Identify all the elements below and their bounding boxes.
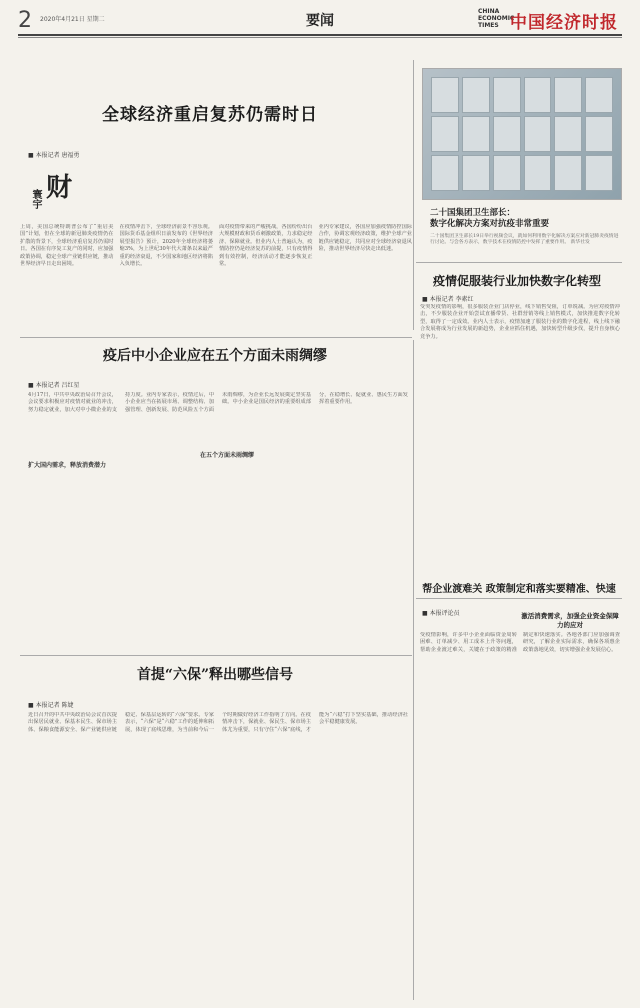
article3-body: 4月17日，中共中央政治局召开会议，会议要求积极应对疫情对就业的冲击，努力稳定就业，加大对中小微企业的支持力度。业内专家表示，疫情过后，中小企业应当在拓展市场、调整结构、加强管理、创新发展、防范风险五个方面未雨绸缪，为企业长远发展奠定坚实基础。中小企业是国民经济的重要组成部分，在稳增长、促就业、惠民生方面发挥着重要作用。	[28, 392, 408, 413]
issue-date: 2020年4月21日 星期二	[40, 16, 105, 23]
paper-name-en: CHINA ECONOMIC TIMES	[478, 8, 515, 29]
byline-tang: ■ 本报记者 唐福勇	[28, 152, 80, 159]
column-divider	[413, 60, 414, 330]
photo-title: 二十国集团卫生部长： 数字化解决方案对抗疫非常重要	[430, 208, 550, 229]
article1-paragraph: 业内专家建议，各国应加强疫情防控国际合作，协调宏观经济政策，维护全球产业链供应链稳定，共同应对全球经济衰退风险，推动世界经济尽快走出低迷。	[318, 224, 412, 253]
article1-paragraph: 面对疫情带来的严峻挑战，各国纷纷出台大规模财政和货币刺激政策，力求稳定经济、保障就业。但业内人士普遍认为，疫情防控仍是经济复苏的前提，只有疫情得到有效控制，经济活动才能逐步恢复正常。	[219, 224, 313, 268]
headline-apparel-digital: 疫情促服装行业加快数字化转型	[432, 274, 601, 288]
page-number: 2	[18, 8, 32, 33]
news-photo	[422, 68, 622, 200]
byline-li: ■ 本报记者 李素红	[422, 296, 474, 303]
byline-chen: ■ 本报记者 陈婕	[28, 702, 74, 709]
column-logo-small: 寰宇	[30, 189, 41, 209]
paper-logo: 中国经济时报	[510, 13, 618, 33]
headline-sme: 疫后中小企业应在五个方面未雨绸缪	[103, 348, 327, 364]
sidebar-box-title: 激活消费需求，加强企业资金保障力的应对	[521, 612, 619, 629]
column-divider	[413, 340, 414, 1000]
divider	[416, 262, 622, 263]
article1-body	[20, 224, 412, 329]
article1-paragraph: 在疫情冲击下，全球经济前景不容乐观。国际货币基金组织日前发布的《世界经济展望报告》预计，2020年全球经济将萎缩3%，为上世纪30年代大萧条以来最严重的经济衰退，不少国家和地区经济将陷入负增长。	[119, 224, 213, 268]
headline-six-guarantees: 首提“六保”释出哪些信号	[136, 667, 294, 683]
header-rule	[18, 34, 622, 36]
article1-paragraph: 上周，美国总统特朗普公布了“重启美国”计划，但在全球的新冠肺炎疫情仍在扩散的背景下，全球经济重启复苏仍需时日。各国在有序复工复产的同时，应加强政策协调，稳定全球产业链供应链，推动世界经济早日走出困境。	[20, 224, 114, 268]
section-title: 要闻	[306, 13, 334, 29]
headline-policy: 帮企业渡难关 政策制定和落实要精准、快速	[422, 584, 616, 595]
article4-body: 受疫情影响，许多中小企业面临资金周转困难、订单减少、用工成本上升等问题，帮助企业渡过难关，关键在于政策的精准制定和快速落实。各地各部门应加强调查研究，了解企业实际需求，确保各项惠企政策落地见效，切实增强企业发展信心。	[420, 632, 620, 653]
header-rule-thin	[18, 37, 622, 38]
divider	[20, 337, 412, 338]
subhead-demand: 扩大国内需求，释放消费潜力	[28, 462, 107, 469]
subhead-five-aspects: 在五个方面未雨绸缪	[200, 452, 255, 459]
column-logo	[30, 173, 73, 215]
divider	[20, 655, 412, 656]
byline-lv: ■ 本报记者 吕红星	[28, 382, 80, 389]
article5-body: 近日召开的中共中央政治局会议首次提出保居民就业、保基本民生、保市场主体、保粮食能源安全、保产业链供应链稳定、保基层运转的“六保”要求。专家表示，“六保”是“六稳”工作的延伸和拓展，体现了底线思维，为当前和今后一个时期做好经济工作指明了方向。在疫情冲击下，保就业、保民生、保市场主体尤为重要，只有守住“六保”底线，才能为“六稳”打下坚实基础，推动经济社会平稳健康发展。	[28, 712, 408, 733]
article2-body: 受突发疫情的影响，很多服装企业门店停业，线下销售受阻，订单锐减。为应对疫情冲击，不少服装企业开始尝试直播带货、社群营销等线上销售模式，加快推进数字化转型，取得了一定成效。业内人士表示，疫情加速了服装行业的数字化进程，线上线下融合发展将成为行业发展的新趋势，企业应抓住机遇，加快转型升级步伐，提升自身核心竞争力。	[420, 304, 620, 340]
photo-caption: 二十国集团卫生部长19日举行视频会议，就如何利用数字化解决方案应对新冠肺炎疫情进行讨论。与会各方表示，数字技术在疫情防控中发挥了重要作用。 新华社发	[430, 234, 619, 246]
byline-commentator: ■ 本报评论员	[422, 610, 460, 617]
headline-global-recovery: 全球经济重启复苏仍需时日	[102, 105, 318, 125]
column-logo-big: 财	[46, 173, 73, 203]
divider	[416, 598, 622, 599]
